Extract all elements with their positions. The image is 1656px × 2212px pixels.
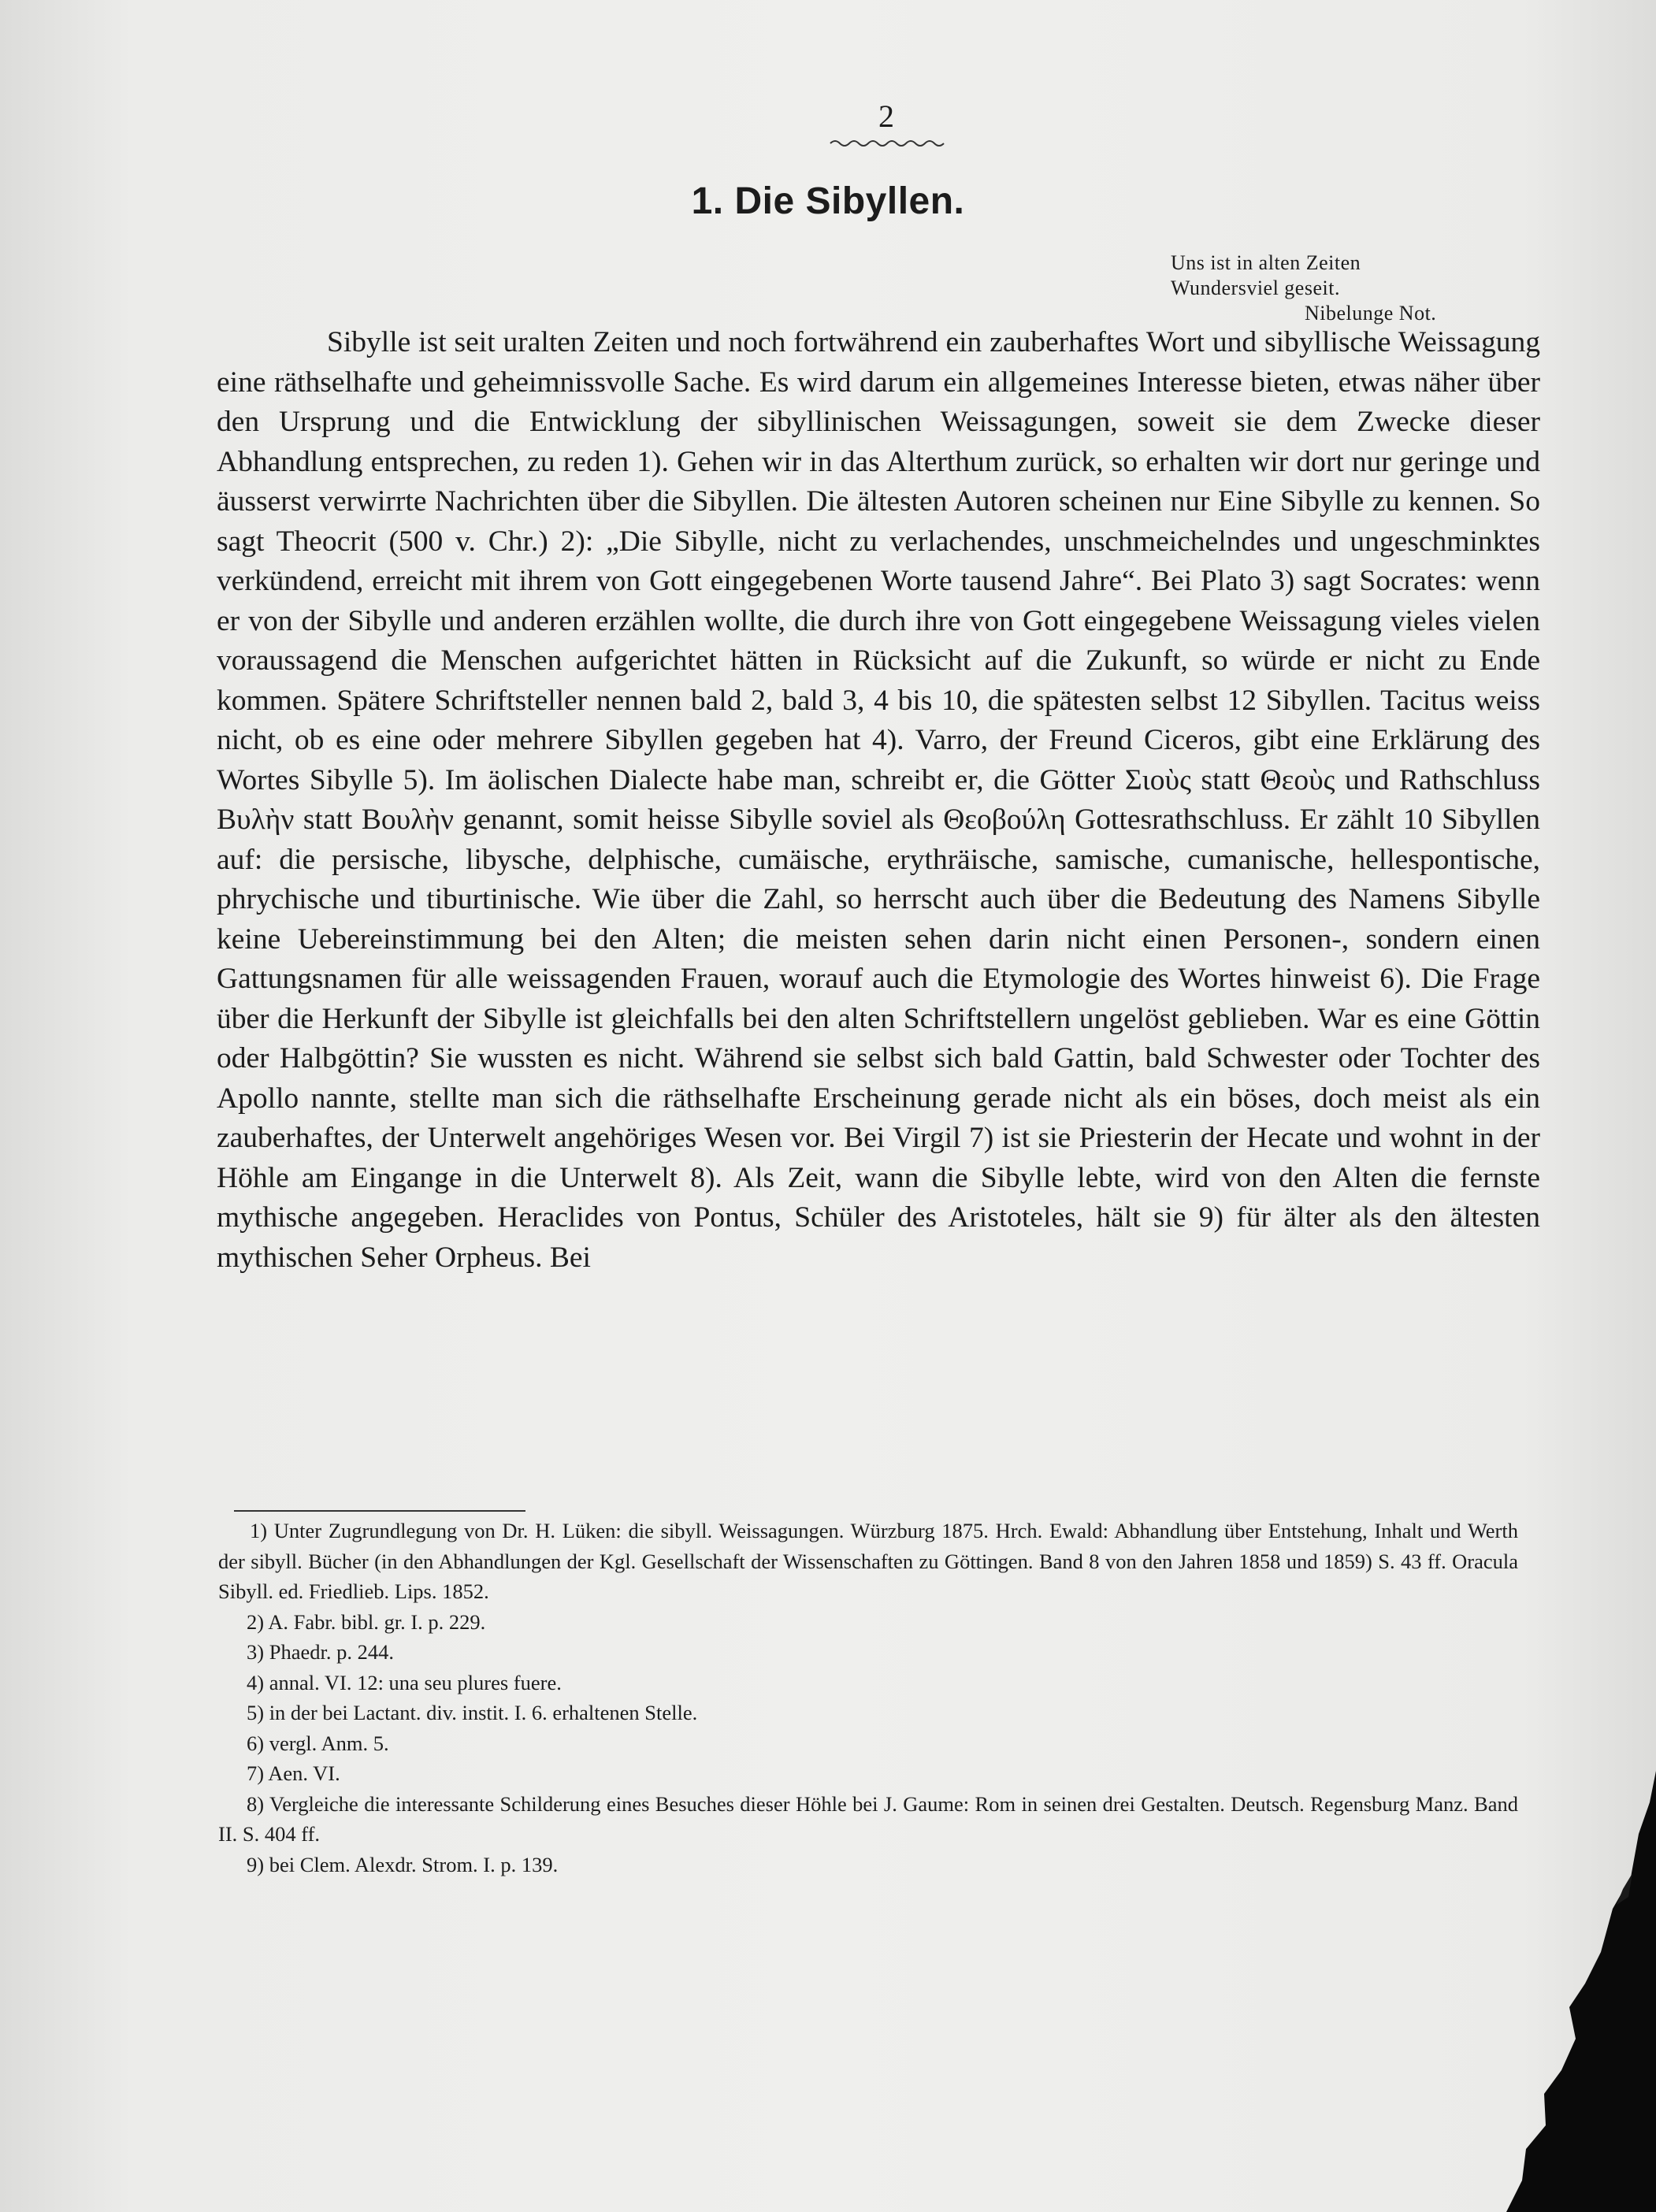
footnote: 4) annal. VI. 12: una seu plures fuere. [247, 1670, 562, 1694]
footnote: 9) bei Clem. Alexdr. Strom. I. p. 139. [247, 1852, 559, 1876]
wavy-ornament-icon [829, 137, 947, 150]
footnote: 5) in der bei Lactant. div. instit. I. 6. erhaltenen Stelle. [247, 1701, 698, 1724]
body-paragraph: Sibylle ist seit uralten Zeiten und noch fortwährend ein zauberhaftes Wort und sibyllische Weissagung eine räthselhafte und geheimnissvolle Sache. Es wird darum ein allgemeines Interesse bieten, etwas näher über den Ursprung und die Entwicklung der sibyllinischen Weissagungen, soweit sie dem Zwecke dieser Abhandlung entsprechen, zu reden 1). Gehen wir in das Alterthum zurück, so erhalten wir dort nur geringe und äusserst verwirrte Nachrichten über die Sibyllen. Die ältesten Autoren scheinen nur Eine Sibylle zu kennen. So sagt Theocrit (500 v. Chr.) 2): „Die Sibylle, nicht zu verlachendes, unschmeichelndes und ungeschminktes verkündend, erreicht mit ihrem von Gott eingegebenen Worte tausend Jahre“. Bei Plato 3) sagt Socrates: wenn er von der Sibylle und anderen erzählen wollte, die durch ihre von Gott eingegebene Weissagung vieles vielen voraussagend die Menschen aufgerichtet hätten in Rücksicht auf die Zukunft, so würde er nicht zu Ende kommen. Spätere Schriftsteller nennen bald 2, bald 3, 4 bis 10, die spätesten selbst 12 Sibyllen. Tacitus weiss nicht, ob es eine oder mehrere Sibyllen gegeben hat 4). Varro, der Freund Ciceros, gibt eine Erklärung des Wortes Sibylle 5). Im äolischen Dialecte habe man, schreibt er, die Götter Σιοὺς statt Θεοὺς und Rathschluss Βυλὴν statt Βουλὴν genannt, somit heisse Sibylle soviel als Θεοβούλη Gottesrathschluss. Er zählt 10 Sibyllen auf: die persische, libysche, delphische, cumäische, erythräische, samische, cumanische, hellespontische, phrychische und tiburtinische. Wie über die Zahl, so herrscht auch über die Bedeutung des Namens Sibylle keine Uebereinstimmung bei den Alten; die meisten sehen darin nicht einen Personen-, sondern einen Gattungsnamen für alle weissagenden Frauen, worauf auch die Etymologie des Wortes hinweist 6). Die Frage über die Herkunft der Sibylle ist gleichfalls bei den alten Schriftstellern ungelöst geblieben. War es eine Göttin oder Halbgöttin? Sie wussten es nicht. Während sie selbst sich bald Gattin, bald Schwester oder Tochter des Apollo nannte, stellte man sich die räthselhafte Erscheinung gerade nicht als ein böses, doch meist als ein zauberhaftes, der Unterwelt angehöriges Wesen vor. Bei Virgil 7) ist sie Priesterin der Hecate und wohnt in der Höhle am Eingange in die Unterwelt 8). Als Zeit, wann die Sibylle lebte, wird von den Alten die fernste mythische angegeben. Heraclides von Pontus, Schüler des Aristoteles, hält sie 9) für älter als den ältesten mythischen Seher Orpheus. Bei [217, 326, 1540, 1274]
footnote: 3) Phaedr. p. 244. [247, 1640, 394, 1664]
footnote-separator [234, 1510, 525, 1512]
epigraph [1171, 251, 1533, 326]
epigraph-source: Nibelunge Not. [1305, 302, 1437, 325]
damaged-corner-image [1451, 1771, 1656, 2212]
body-text [217, 323, 1540, 1278]
epigraph-line: Wundersviel geseit. [1171, 276, 1340, 299]
page-number: 2 [878, 98, 894, 134]
footnote: 7) Aen. VI. [247, 1761, 340, 1785]
epigraph-line: Uns ist in alten Zeiten [1171, 251, 1361, 274]
chapter-title: 1. Die Sibyllen. [691, 180, 965, 222]
footnote: 1) Unter Zugrundlegung von Dr. H. Lüken: die sibyll. Weissagungen. Würzburg 1875. Hrch. Ewald: Abhandlung über Entstehung, Inhalt und Werth der sibyll. Bücher (in den Abhandlungen der Kgl. Gesellschaft der Wissenschaften zu Göttingen. Band 8 von den Jahren 1858 und 1859) S. 43 ff. Oracula Sibyll. ed. Friedlieb. Lips. 1852. [218, 1519, 1518, 1603]
footnotes [218, 1516, 1518, 1880]
footnote: 2) A. Fabr. bibl. gr. I. p. 229. [247, 1609, 486, 1634]
footnote: 6) vergl. Anm. 5. [247, 1731, 389, 1755]
footnote: 8) Vergleiche die interessante Schilderung eines Besuches dieser Höhle bei J. Gaume: Rom in seinen drei Gestalten. Deutsch. Regensburg Manz. Band II. S. 404 ff. [218, 1791, 1518, 1846]
